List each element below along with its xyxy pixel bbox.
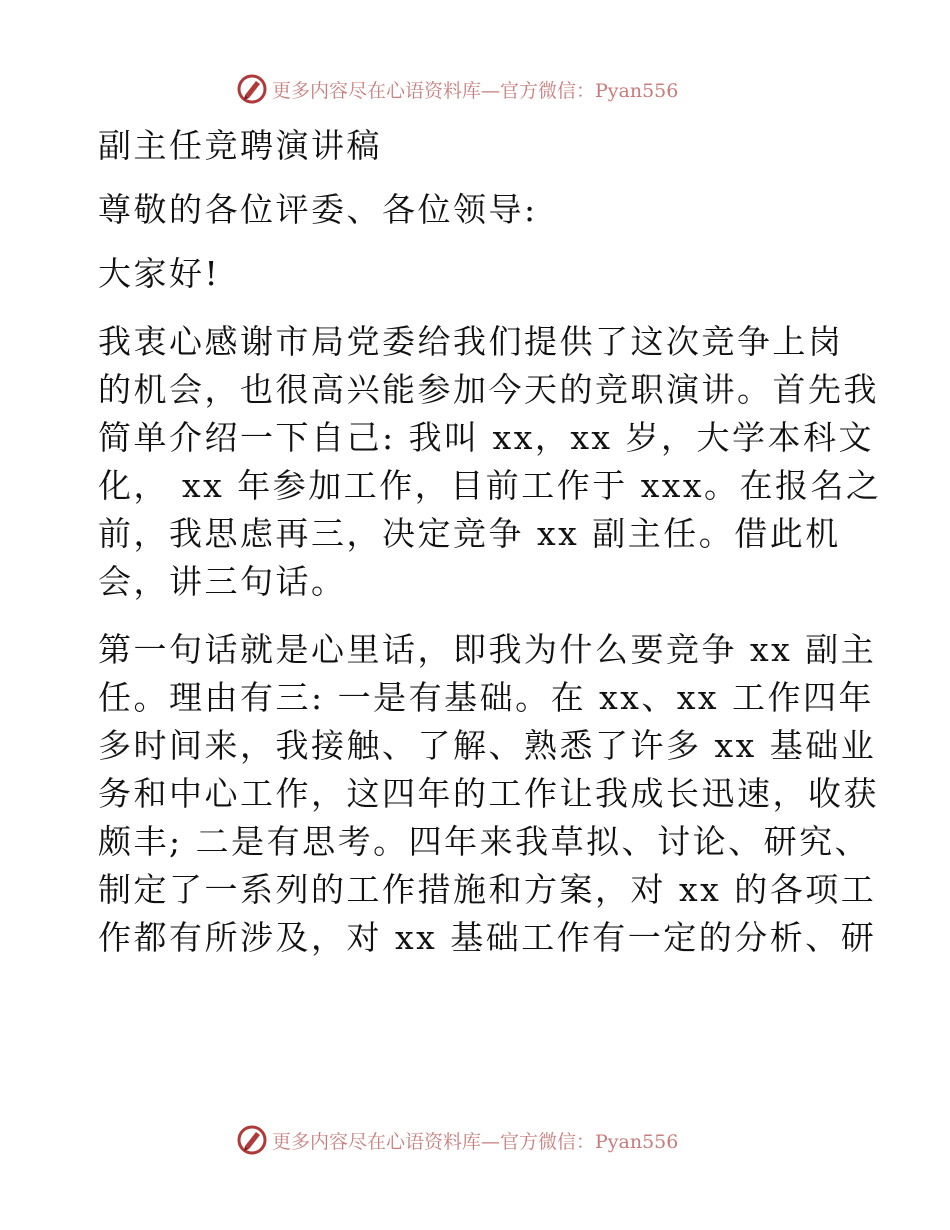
text-line: 任。理由有三: 一是有基础。在 xx、xx 工作四年 [98,678,875,717]
paragraph-first-point [98,626,879,962]
document-title: 副主任竞聘演讲稿 [98,126,382,165]
text-line: 化， xx 年参加工作，目前工作于 xxx。在报名之 [98,466,882,505]
document-body [98,122,882,962]
text-line: 会，讲三句话。 [98,562,347,601]
text-line: 制定了一系列的工作措施和方案，对 xx 的各项工 [98,870,877,909]
text-line: 作都有所涉及，对 xx 基础工作有一定的分析、研 [98,918,877,957]
header-watermark-banner [236,71,678,107]
watermark-text: 更多内容尽在心语资料库—官方微信：Pyan556 [272,79,679,102]
footer-watermark-banner [236,1122,678,1158]
paragraph-intro [98,318,882,606]
watermark-text: 更多内容尽在心语资料库—官方微信：Pyan556 [272,1130,679,1153]
text-line: 简单介绍一下自己: 我叫 xx，xx 岁，大学本科文 [98,418,875,457]
pen-logo-icon [236,73,268,105]
text-line: 多时间来，我接触、了解、熟悉了许多 xx 基础业 [98,726,877,765]
greeting: 大家好! [98,254,221,293]
text-line: 颇丰; 二是有思考。四年来我草拟、讨论、研究、 [98,822,871,861]
text-line: 我衷心感谢市局党委给我们提供了这次竞争上岗 [98,322,844,361]
text-line: 前，我思虑再三，决定竞争 xx 副主任。借此机 [98,514,841,553]
text-line: 的机会，也很高兴能参加今天的竞职演讲。首先我 [98,370,879,409]
pen-logo-icon [236,1124,268,1156]
salutation: 尊敬的各位评委、各位领导: [98,190,538,229]
text-line: 务和中心工作，这四年的工作让我成长迅速，收获 [98,774,879,813]
text-line: 第一句话就是心里话，即我为什么要竞争 xx 副主 [98,630,877,669]
